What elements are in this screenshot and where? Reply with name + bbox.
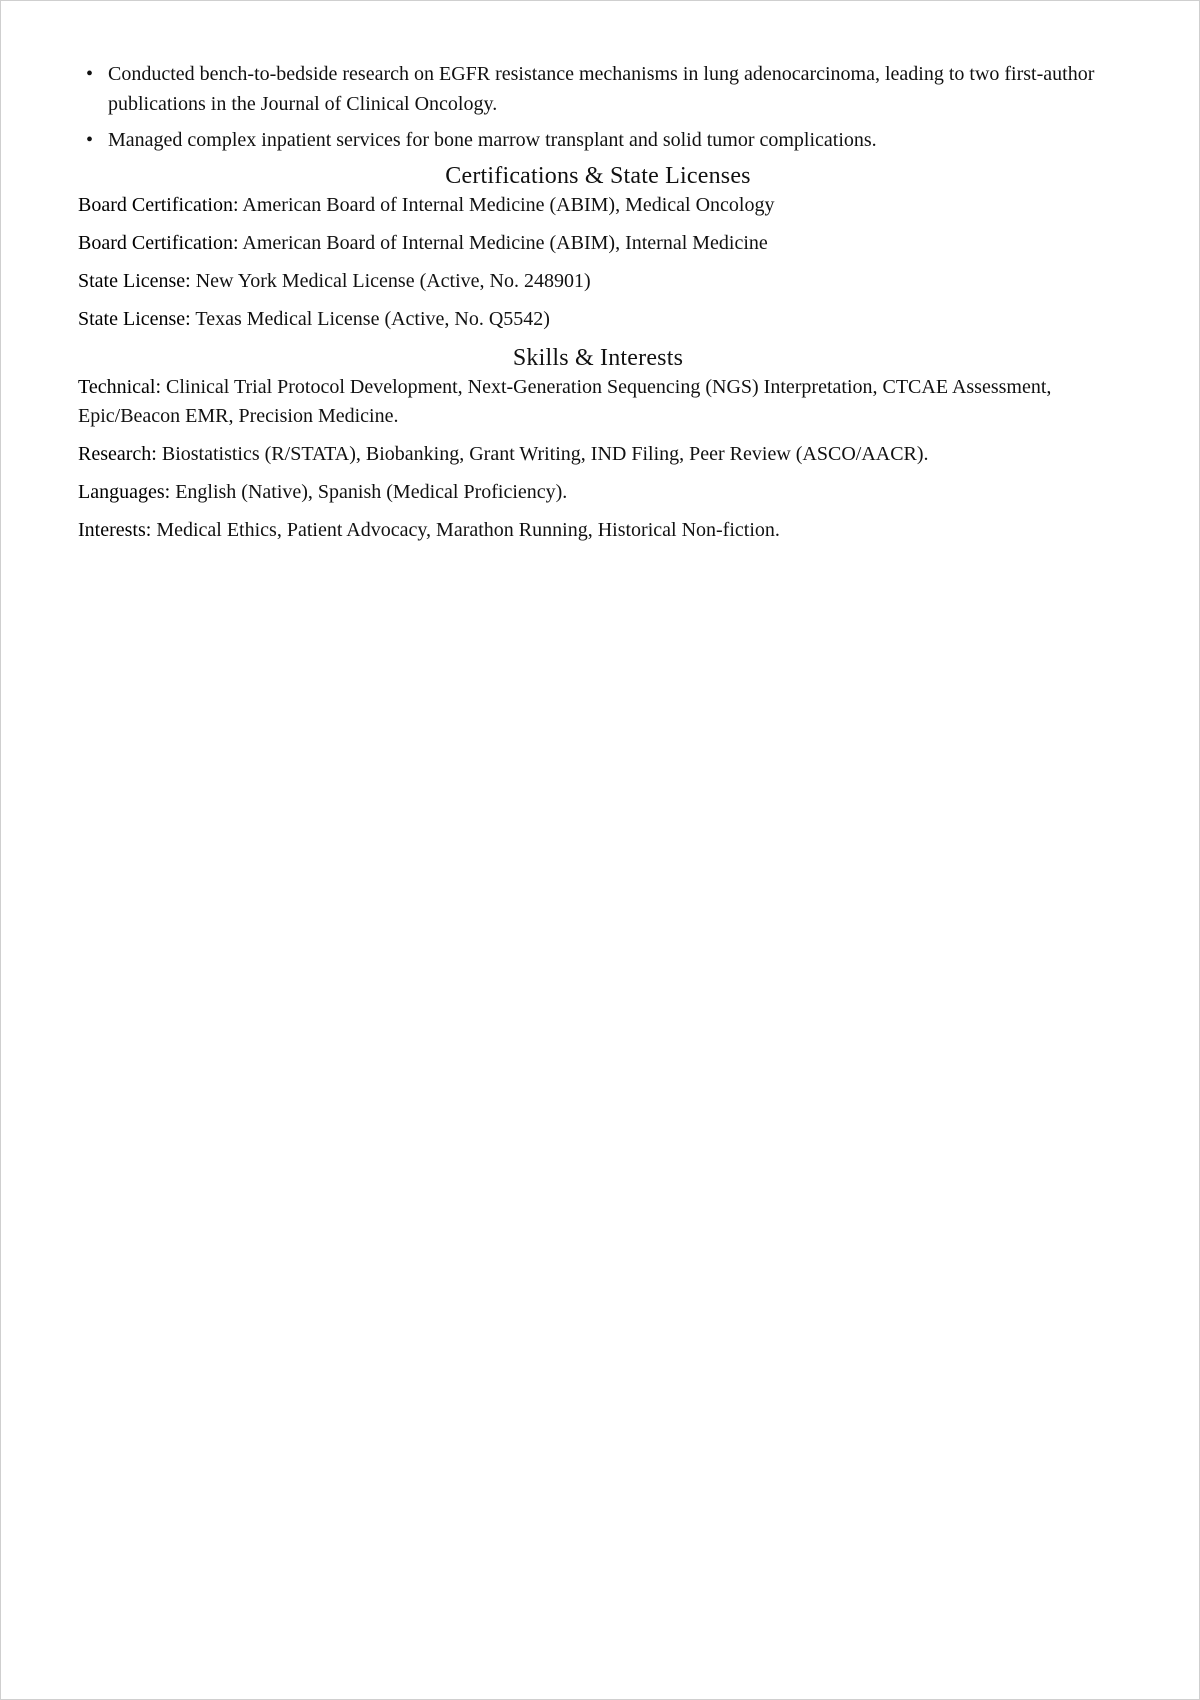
license-entry [78, 267, 1118, 296]
entry-value: American Board of Internal Medicine (ABIM), Internal Medicine [242, 232, 768, 254]
entry-label: Board Certification: [78, 232, 239, 254]
entry-value: New York Medical License (Active, No. 248901) [195, 270, 591, 292]
entry-value: Biostatistics (R/STATA), Biobanking, Grant Writing, IND Filing, Peer Review (ASCO/AACR). [161, 443, 929, 465]
entry-label: Research: [78, 443, 157, 465]
bullet-text: Managed complex inpatient services for bone marrow transplant and solid tumor complications. [108, 129, 877, 151]
skill-entry-technical [78, 373, 1118, 431]
entry-label: Languages: [78, 481, 171, 503]
entry-label: State License: [78, 308, 191, 330]
skill-entry-languages [78, 478, 1118, 507]
experience-bullet-list [78, 59, 1118, 155]
entry-value: Medical Ethics, Patient Advocacy, Marathon Running, Historical Non-fiction. [156, 519, 780, 541]
skills-section [78, 373, 1118, 545]
skills-heading: Skills & Interests [512, 345, 684, 371]
entry-label: Technical: [78, 376, 161, 398]
license-entry [78, 305, 1118, 334]
entry-value: American Board of Internal Medicine (ABIM), Medical Oncology [242, 194, 775, 216]
skill-entry-interests [78, 516, 1118, 545]
list-item [86, 125, 1118, 155]
certifications-heading: Certifications & State Licenses [445, 163, 751, 189]
skill-entry-research [78, 440, 1118, 469]
bullet-icon: • [86, 63, 94, 85]
certification-entry [78, 191, 1118, 220]
certifications-section [78, 191, 1118, 334]
entry-value: English (Native), Spanish (Medical Proficiency). [175, 481, 568, 503]
entry-label: Board Certification: [78, 194, 239, 216]
entry-value: Texas Medical License (Active, No. Q5542) [195, 308, 550, 330]
entry-value: Clinical Trial Protocol Development, Next-Generation Sequencing (NGS) Interpretation, CTCAE Assessment, Epic/Beacon EMR, Precision Medicine. [78, 376, 1052, 427]
page-content [78, 59, 1118, 554]
bullet-icon: • [86, 129, 94, 151]
certification-entry [78, 229, 1118, 258]
entry-label: State License: [78, 270, 191, 292]
bullet-text: Conducted bench-to-bedside research on EGFR resistance mechanisms in lung adenocarcinoma, leading to two first-author publications in the Journal of Clinical Oncology. [108, 63, 1095, 115]
entry-label: Interests: [78, 519, 152, 541]
list-item [86, 59, 1118, 119]
